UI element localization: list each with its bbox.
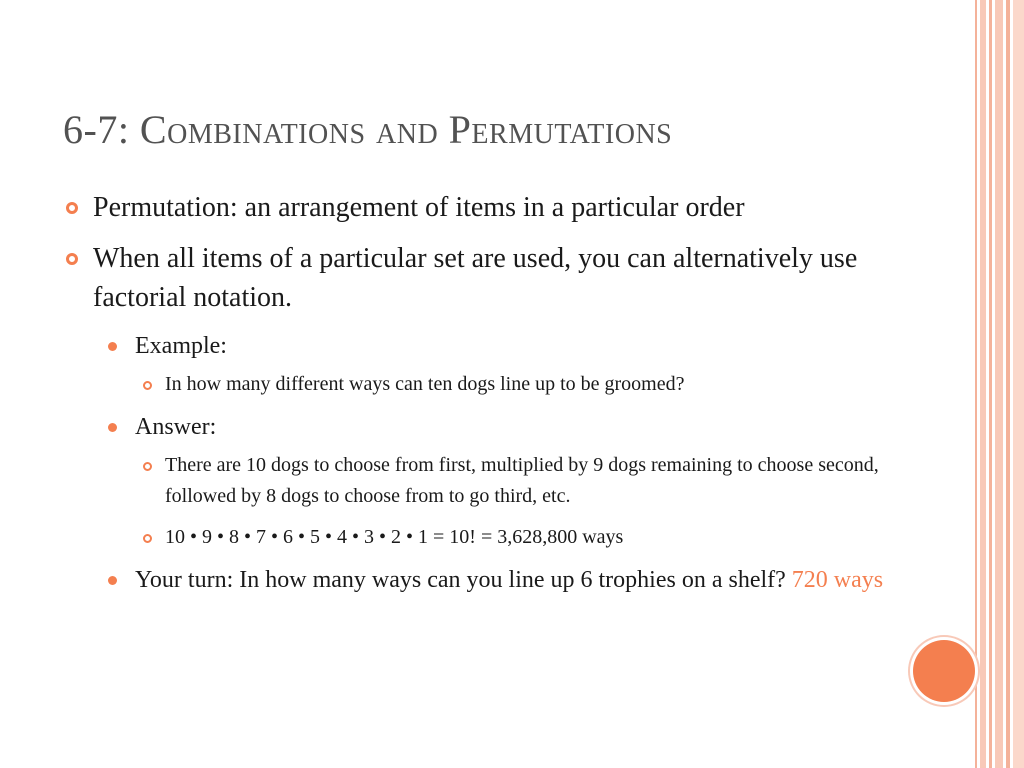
decorative-stripe	[1006, 0, 1010, 768]
decorative-stripe	[995, 0, 1003, 768]
answer-formula-text: 10 • 9 • 8 • 7 • 6 • 5 • 4 • 3 • 2 • 1 = 10! = 3,628,800 ways	[165, 526, 624, 548]
your-turn-answer: 720 ways	[791, 567, 884, 593]
slide-title: 6-7: Combinations and Permutations	[63, 107, 673, 152]
decorative-circle	[913, 640, 975, 702]
bullet-text: Permutation: an arrangement of items in a particular order	[93, 192, 745, 223]
decorative-stripe	[975, 0, 977, 768]
bullet-permutation	[63, 188, 903, 227]
example-question-text: In how many different ways can ten dogs line up to be groomed?	[165, 373, 685, 395]
dot-bullet-icon	[108, 423, 117, 432]
ring-bullet-icon	[66, 253, 78, 265]
bullet-text: When all items of a particular set are used, you can alternatively use factorial notation.	[93, 243, 858, 313]
ring-bullet-icon	[143, 381, 152, 390]
answer-explanation	[63, 450, 903, 512]
answer-explanation-text: There are 10 dogs to choose from first, multiplied by 9 dogs remaining to choose second, followed by 8 dogs to choose from to go third, etc.	[165, 454, 879, 507]
dot-bullet-icon	[108, 342, 117, 351]
dot-bullet-icon	[108, 576, 117, 585]
decorative-stripe	[980, 0, 986, 768]
ring-bullet-icon	[66, 202, 78, 214]
example-question	[63, 369, 903, 400]
answer-formula	[63, 522, 903, 553]
your-turn-text: Your turn: In how many ways can you line up 6 trophies on a shelf?	[135, 567, 786, 593]
decorative-stripe	[989, 0, 992, 768]
example-label: Example:	[135, 333, 227, 359]
ring-bullet-icon	[143, 534, 152, 543]
slide-content	[63, 188, 903, 603]
subbullet-your-turn	[63, 563, 903, 597]
ring-bullet-icon	[143, 462, 152, 471]
decorative-stripe	[1013, 0, 1024, 768]
bullet-factorial	[63, 239, 903, 317]
answer-label: Answer:	[135, 414, 217, 440]
subbullet-answer	[63, 410, 903, 444]
subbullet-example	[63, 329, 903, 363]
